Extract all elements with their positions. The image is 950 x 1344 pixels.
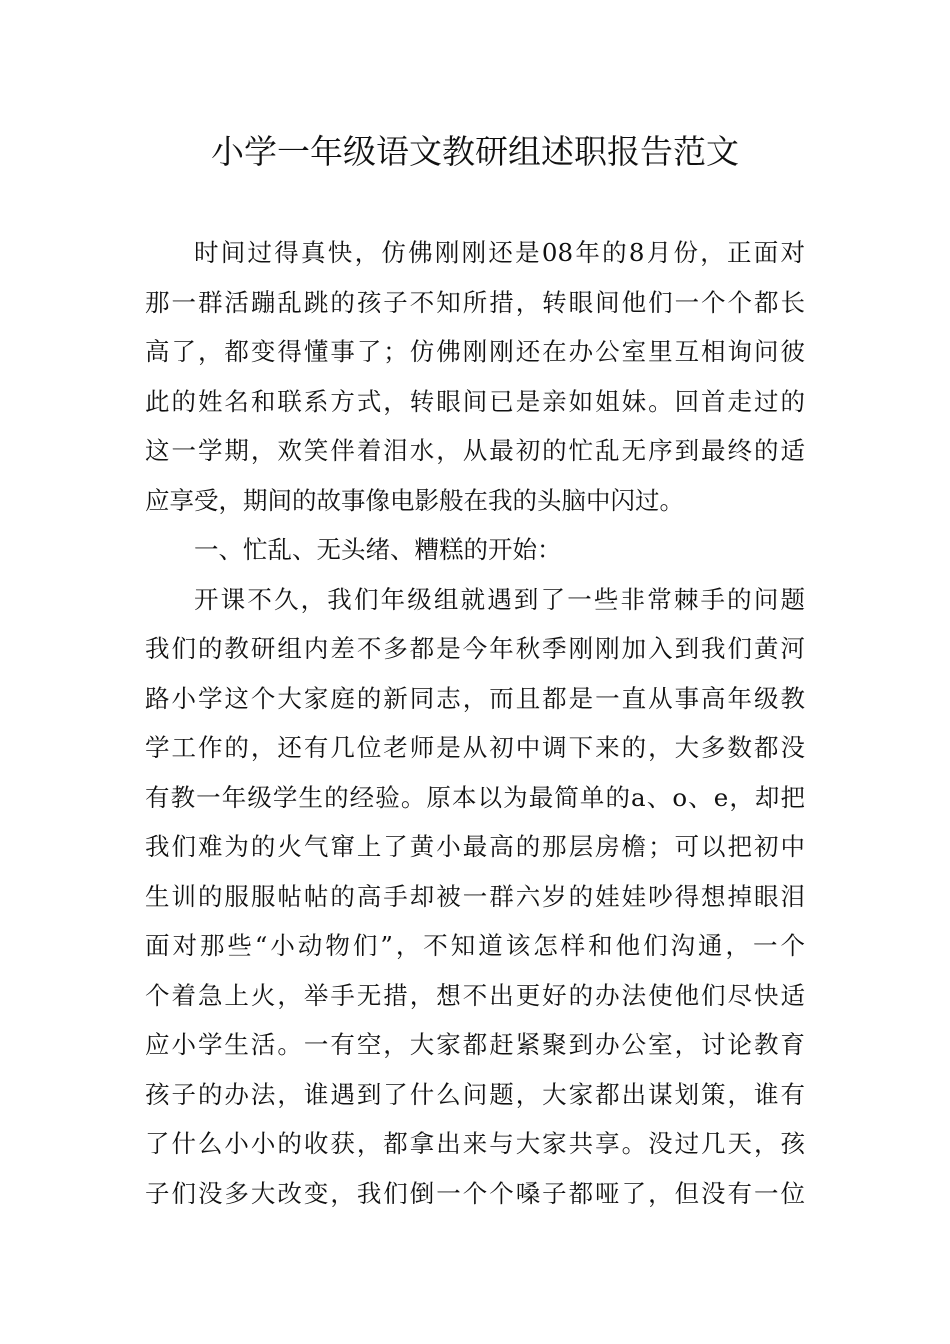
text-line: 我们的教研组内差不多都是今年秋季刚刚加入到我们黄河: [145, 634, 805, 663]
text-line: 一、忙乱、无头绪、糟糕的开始：: [194, 535, 562, 564]
text-line: 高了，都变得懂事了；仿佛刚刚还在办公室里互相询问彼: [145, 337, 805, 366]
text-line: 学工作的，还有几位老师是从初中调下来的，大多数都没: [145, 733, 805, 762]
text-line: 开课不久，我们年级组就遇到了一些非常棘手的问题: [194, 584, 805, 614]
document-body: [145, 228, 805, 1218]
text-line: 这一学期，欢笑伴着泪水，从最初的忙乱无序到最终的适: [145, 436, 805, 465]
text-line: 有教一年级学生的经验。原本以为最简单的a、o、e，却把: [145, 782, 805, 812]
text-line: 生训的服服帖帖的高手却被一群六岁的娃娃吵得想掉眼泪: [145, 881, 805, 911]
text-line: 此的姓名和联系方式，转眼间已是亲如姐妹。回首走过的: [145, 386, 805, 416]
text-line: 应小学生活。一有空，大家都赶紧聚到办公室，讨论教育: [145, 1030, 805, 1059]
document-title: 小学一年级语文教研组述职报告范文: [211, 132, 739, 171]
text-line: 我们难为的火气窜上了黄小最高的那层房檐；可以把初中: [145, 832, 805, 861]
text-line: 时间过得真快，仿佛刚刚还是08年的8月份，正面对: [194, 238, 805, 267]
text-line: 子们没多大改变，我们倒一个个嗓子都哑了，但没有一位: [145, 1178, 805, 1208]
text-line: 个着急上火，举手无措，想不出更好的办法使他们尽快适: [145, 980, 805, 1010]
text-line: 了什么小小的收获，都拿出来与大家共享。没过几天，孩: [145, 1129, 805, 1158]
text-line: 应享受，期间的故事像电影般在我的头脑中闪过。: [145, 485, 684, 515]
text-line: 孩子的办法，谁遇到了什么问题，大家都出谋划策，谁有: [145, 1079, 805, 1109]
text-line: 那一群活蹦乱跳的孩子不知所措，转眼间他们一个个都长: [145, 287, 805, 317]
text-line: 路小学这个大家庭的新同志，而且都是一直从事高年级教: [145, 683, 805, 713]
text-line: 面对那些“小动物们”，不知道该怎样和他们沟通，一个: [145, 931, 805, 960]
